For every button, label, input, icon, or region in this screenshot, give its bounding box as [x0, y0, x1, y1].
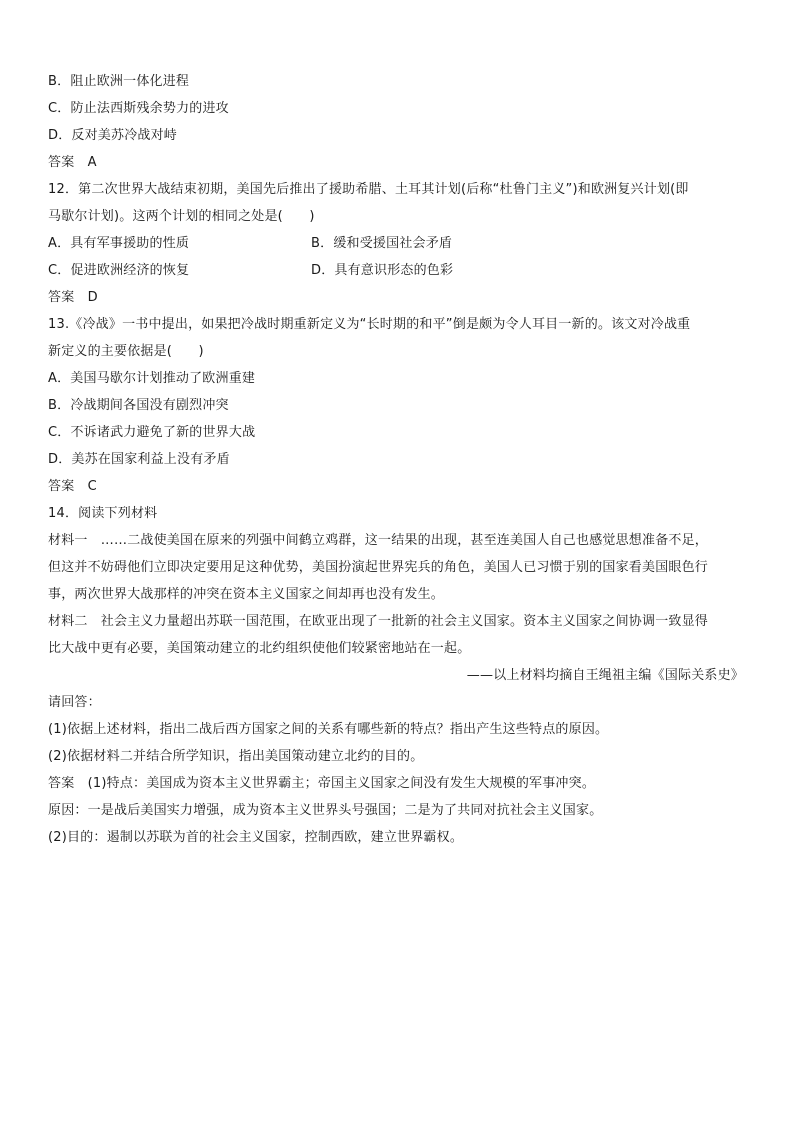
- q12-option-b: B．缓和受援国社会矛盾: [311, 236, 453, 251]
- q12-answer: 答案 D: [48, 290, 98, 305]
- q14-material1-line3: 事，两次世界大战那样的冲突在资本主义国家之间却再也没有发生。: [48, 587, 445, 602]
- q14-prompt: 请回答：: [48, 695, 101, 710]
- q13-answer: 答案 C: [48, 479, 97, 494]
- q12-stem-line2: 马歇尔计划)。这两个计划的相同之处是( ): [48, 209, 315, 224]
- q14-answer-1: 答案 (1)特点：美国成为资本主义世界霸主；帝国主义国家之间没有发生大规模的军事冲突。: [48, 776, 596, 791]
- q14-answer-3: (2)目的：遏制以苏联为首的社会主义国家，控制西欧，建立世界霸权。: [48, 830, 464, 845]
- q14-stem: 14．阅读下列材料: [48, 506, 158, 521]
- q11-answer: 答案 A: [48, 155, 97, 170]
- q14-answer-2: 原因：一是战后美国实力增强，成为资本主义世界头号强国；二是为了共同对抗社会主义国家。: [48, 803, 603, 818]
- q11-option-b: B．阻止欧洲一体化进程: [48, 74, 190, 89]
- q14-material2-line2: 比大战中更有必要，美国策动建立的北约组织使他们较紧密地站在一起。: [48, 641, 471, 656]
- q12-stem-line1: 12．第二次世界大战结束初期，美国先后推出了援助希腊、土耳其计划(后称“杜鲁门主义”)和欧洲复兴计划(即: [48, 182, 689, 197]
- q12-option-c: C．促进欧洲经济的恢复: [48, 263, 190, 278]
- q13-option-d: D．美苏在国家利益上没有矛盾: [48, 452, 230, 467]
- q14-material1-line1: 材料一 ……二战使美国在原来的列强中间鹤立鸡群，这一结果的出现，甚至连美国人自己也感觉思想准备不足，: [48, 533, 709, 548]
- q13-stem-line2: 新定义的主要依据是( ): [48, 344, 204, 359]
- q14-subquestion-1: (1)依据上述材料，指出二战后西方国家之间的关系有哪些新的特点？指出产生这些特点的原因。: [48, 722, 609, 737]
- q12-option-d: D．具有意识形态的色彩: [311, 263, 454, 278]
- q13-stem-line1: 13.《冷战》一书中提出，如果把冷战时期重新定义为“长时期的和平”倒是颇为令人耳目一新的。该文对冷战重: [48, 317, 691, 332]
- q13-option-c: C．不诉诸武力避免了新的世界大战: [48, 425, 256, 440]
- q14-material2-line1: 材料二 社会主义力量超出苏联一国范围，在欧亚出现了一批新的社会主义国家。资本主义国家之间协调一致显得: [48, 614, 709, 629]
- q12-options-row1: [48, 230, 758, 257]
- q11-option-c: C．防止法西斯残余势力的进攻: [48, 101, 229, 116]
- q11-option-d: D．反对美苏冷战对峙: [48, 128, 178, 143]
- q13-option-b: B．冷战期间各国没有剧烈冲突: [48, 398, 229, 413]
- q13-option-a: A．美国马歇尔计划推动了欧洲重建: [48, 371, 256, 386]
- q12-options-row2: [48, 257, 758, 284]
- q14-material1-line2: 但这并不妨碍他们立即决定要用足这种优势，美国扮演起世界宪兵的角色，美国人已习惯于别的国家看美国眼色行: [48, 560, 709, 575]
- document-page: [48, 68, 758, 851]
- q14-source-citation: ——以上材料均摘自王绳祖主编《国际关系史》: [466, 668, 744, 683]
- q14-subquestion-2: (2)依据材料二并结合所学知识，指出美国策动建立北约的目的。: [48, 749, 424, 764]
- q12-option-a: A．具有军事援助的性质: [48, 236, 190, 251]
